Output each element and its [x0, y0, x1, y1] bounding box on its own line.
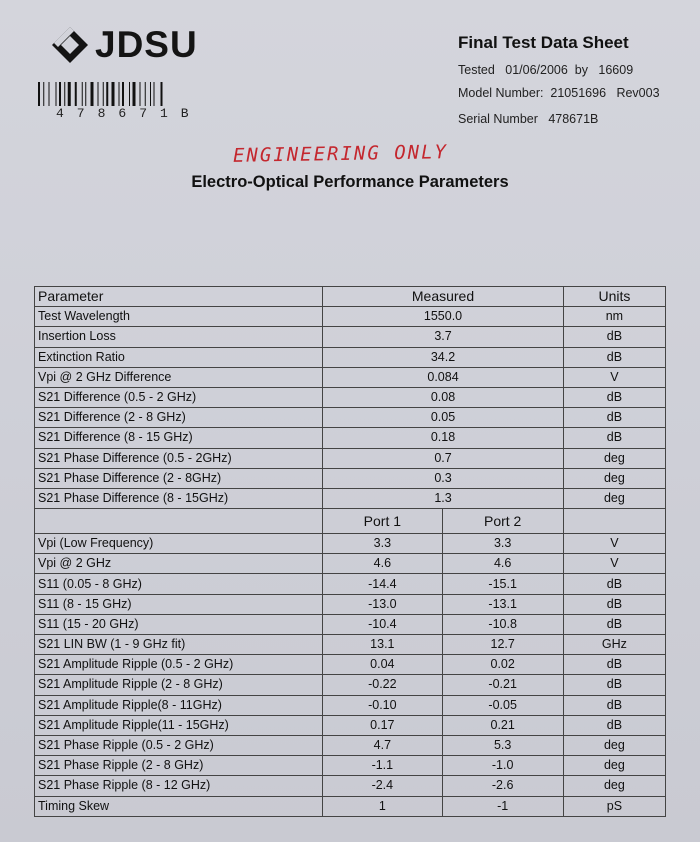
param-name: S21 Phase Difference (8 - 15GHz) [35, 488, 323, 508]
port1-value: -13.0 [323, 594, 442, 614]
barcode-bar [133, 82, 136, 106]
unit: V [563, 367, 665, 387]
measured-value: 1.3 [323, 488, 564, 508]
table-row [35, 367, 666, 387]
param-name: S21 Amplitude Ripple (2 - 8 GHz) [35, 675, 323, 695]
port2-value: -0.21 [442, 675, 563, 695]
serial-label: Serial Number [458, 112, 538, 126]
performance-table [34, 286, 666, 817]
param-name: S21 Phase Ripple (8 - 12 GHz) [35, 776, 323, 796]
param-name: S21 Amplitude Ripple (0.5 - 2 GHz) [35, 655, 323, 675]
unit: deg [563, 756, 665, 776]
param-name: S21 Difference (2 - 8 GHz) [35, 408, 323, 428]
barcode-number: 478671B [56, 106, 202, 121]
barcode-bar [56, 82, 57, 106]
param-name: Extinction Ratio [35, 347, 323, 367]
port1-value: -0.22 [323, 675, 442, 695]
table-row [35, 675, 666, 695]
table-row [35, 655, 666, 675]
port2-value: 12.7 [442, 635, 563, 655]
param-name: Vpi @ 2 GHz [35, 554, 323, 574]
param-name: Test Wavelength [35, 307, 323, 327]
barcode-bar [49, 82, 50, 106]
unit: dB [563, 408, 665, 428]
barcode-bar [75, 82, 77, 106]
barcode-bar [85, 82, 86, 106]
barcode-bar [150, 82, 151, 106]
table-row [35, 428, 666, 448]
section-subtitle: Electro-Optical Performance Parameters [191, 173, 509, 191]
barcode-bar [82, 82, 83, 106]
param-name: S21 Phase Difference (0.5 - 2GHz) [35, 448, 323, 468]
port1-header: Port 1 [323, 509, 442, 534]
barcode-bar [98, 82, 99, 106]
param-name: S21 Phase Ripple (2 - 8 GHz) [35, 756, 323, 776]
barcode-bar [43, 82, 44, 106]
unit: deg [563, 448, 665, 468]
port2-value: 5.3 [442, 735, 563, 755]
barcode-bar [140, 82, 141, 106]
table-row [35, 347, 666, 367]
table-row [35, 796, 666, 816]
unit: V [563, 534, 665, 554]
param-name: S11 (8 - 15 GHz) [35, 594, 323, 614]
serial-line [458, 112, 598, 126]
table-row [35, 594, 666, 614]
unit: nm [563, 307, 665, 327]
table-row [35, 756, 666, 776]
engineering-only-stamp: ENGINEERING ONLY [232, 141, 449, 167]
tested-date: 01/06/2006 [505, 63, 568, 77]
unit: V [563, 554, 665, 574]
tested-line [458, 63, 633, 77]
param-name: Vpi @ 2 GHz Difference [35, 367, 323, 387]
port1-value: 4.6 [323, 554, 442, 574]
port1-value: 1 [323, 796, 442, 816]
header-parameter: Parameter [35, 287, 323, 307]
table-row [35, 534, 666, 554]
model-number: 21051696 [550, 86, 607, 100]
unit: deg [563, 735, 665, 755]
barcode-bar [106, 82, 108, 106]
table-row [35, 307, 666, 327]
port1-value: 13.1 [323, 635, 442, 655]
barcode-bar [68, 82, 71, 106]
table-row [35, 715, 666, 735]
port2-value: -2.6 [442, 776, 563, 796]
table-row [35, 695, 666, 715]
param-name: S11 (0.05 - 8 GHz) [35, 574, 323, 594]
measured-value: 34.2 [323, 347, 564, 367]
table-row [35, 468, 666, 488]
barcode-graphic [38, 82, 206, 106]
measured-value: 3.7 [323, 327, 564, 347]
barcode-bar [154, 82, 155, 106]
table-row [35, 408, 666, 428]
barcode-bar [64, 82, 65, 106]
port-units-blank [563, 509, 665, 534]
param-name: S21 LIN BW (1 - 9 GHz fit) [35, 635, 323, 655]
port1-value: -1.1 [323, 756, 442, 776]
table-row [35, 735, 666, 755]
param-name: S21 Phase Ripple (0.5 - 2 GHz) [35, 735, 323, 755]
port2-value: 3.3 [442, 534, 563, 554]
port2-value: 0.21 [442, 715, 563, 735]
unit: dB [563, 428, 665, 448]
unit: dB [563, 695, 665, 715]
table-row [35, 448, 666, 468]
table-row [35, 554, 666, 574]
unit: deg [563, 468, 665, 488]
port2-value: -15.1 [442, 574, 563, 594]
param-name: S11 (15 - 20 GHz) [35, 614, 323, 634]
port1-value: -0.10 [323, 695, 442, 715]
table-row [35, 635, 666, 655]
param-name: S21 Phase Difference (2 - 8GHz) [35, 468, 323, 488]
port2-header: Port 2 [442, 509, 563, 534]
barcode-bar [161, 82, 163, 106]
unit: dB [563, 327, 665, 347]
barcode-bar [145, 82, 146, 106]
measured-value: 0.08 [323, 387, 564, 407]
barcode-bar [129, 82, 130, 106]
port1-value: 0.04 [323, 655, 442, 675]
port1-value: -2.4 [323, 776, 442, 796]
barcode-bar [119, 82, 120, 106]
port2-value: -1 [442, 796, 563, 816]
revision: Rev003 [616, 86, 660, 100]
param-name: S21 Difference (0.5 - 2 GHz) [35, 387, 323, 407]
param-name: Insertion Loss [35, 327, 323, 347]
param-name: Vpi (Low Frequency) [35, 534, 323, 554]
logo-text: JDSU [95, 24, 198, 65]
document-title: Final Test Data Sheet [458, 33, 629, 52]
param-name: Timing Skew [35, 796, 323, 816]
model-line [458, 86, 660, 100]
port1-value: -10.4 [323, 614, 442, 634]
port2-value: 4.6 [442, 554, 563, 574]
unit: pS [563, 796, 665, 816]
unit: dB [563, 675, 665, 695]
port1-value: 3.3 [323, 534, 442, 554]
barcode-bar [112, 82, 115, 106]
port-header-blank [35, 509, 323, 534]
barcode-bar [91, 82, 94, 106]
unit: dB [563, 347, 665, 367]
tested-label: Tested [458, 63, 495, 77]
unit: dB [563, 715, 665, 735]
table-row [35, 327, 666, 347]
param-name: S21 Difference (8 - 15 GHz) [35, 428, 323, 448]
unit: dB [563, 387, 665, 407]
barcode-bar [103, 82, 104, 106]
port1-value: 4.7 [323, 735, 442, 755]
port2-value: 0.02 [442, 655, 563, 675]
model-label: Model Number: [458, 86, 544, 100]
barcode-bar [122, 82, 124, 106]
measured-value: 0.084 [323, 367, 564, 387]
measured-value: 0.05 [323, 408, 564, 428]
port2-value: -10.8 [442, 614, 563, 634]
table-row [35, 614, 666, 634]
header-units: Units [563, 287, 665, 307]
by-label: by [574, 63, 588, 77]
table-row [35, 776, 666, 796]
header-measured: Measured [323, 287, 564, 307]
barcode-bar [59, 82, 61, 106]
measured-value: 0.3 [323, 468, 564, 488]
unit: dB [563, 614, 665, 634]
tested-by: 16609 [598, 63, 634, 77]
port-header-row [35, 509, 666, 534]
param-name: S21 Amplitude Ripple(8 - 11GHz) [35, 695, 323, 715]
jdsu-diamond-icon [50, 25, 90, 65]
table-row [35, 574, 666, 594]
port2-value: -13.1 [442, 594, 563, 614]
port1-value: -14.4 [323, 574, 442, 594]
unit: deg [563, 776, 665, 796]
port2-value: -0.05 [442, 695, 563, 715]
unit: dB [563, 655, 665, 675]
port1-value: 0.17 [323, 715, 442, 735]
port2-value: -1.0 [442, 756, 563, 776]
param-name: S21 Amplitude Ripple(11 - 15GHz) [35, 715, 323, 735]
table-header-row [35, 287, 666, 307]
unit: dB [563, 574, 665, 594]
table-row [35, 488, 666, 508]
measured-value: 1550.0 [323, 307, 564, 327]
unit: GHz [563, 635, 665, 655]
jdsu-logo [50, 24, 198, 66]
barcode-bar [38, 82, 40, 106]
unit: deg [563, 488, 665, 508]
unit: dB [563, 594, 665, 614]
serial-number: 478671B [548, 112, 599, 126]
measured-value: 0.7 [323, 448, 564, 468]
table-row [35, 387, 666, 407]
measured-value: 0.18 [323, 428, 564, 448]
